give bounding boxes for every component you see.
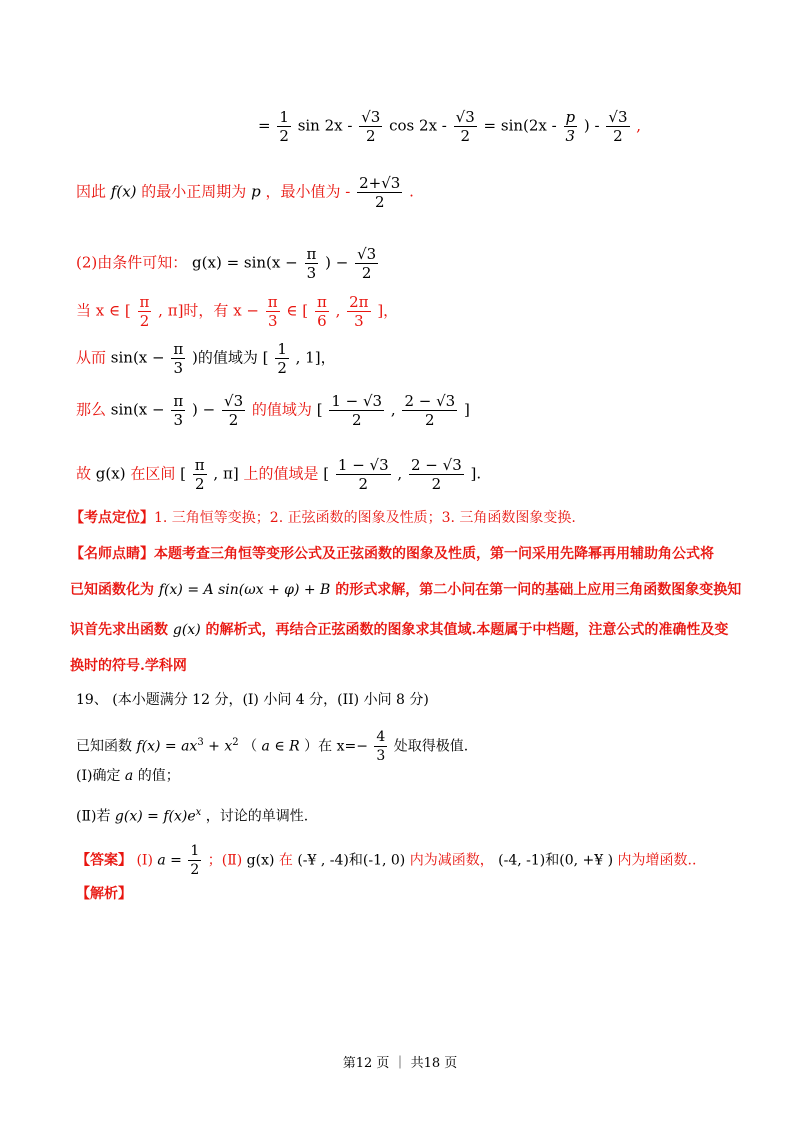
math: [	[180, 464, 186, 483]
fraction: $\frac{2 - √3}{2}$	[410, 456, 462, 493]
mingshi-line1	[70, 544, 714, 564]
fraction: $\frac{4}{3}$	[376, 729, 386, 764]
part2-line2	[76, 293, 398, 330]
eq-part: cos 2x -	[389, 116, 447, 135]
text: 内为增函数..	[617, 852, 697, 869]
q19-header	[76, 690, 429, 710]
math: ,	[397, 464, 403, 483]
mingshi-line2	[70, 580, 741, 600]
math: (-¥ , -4)和(-1, 0)	[297, 852, 406, 869]
text: 故	[76, 464, 92, 483]
math-p: p	[251, 182, 261, 201]
fraction: $\frac{\pi}{2}$	[194, 456, 205, 493]
q19-jiexi	[76, 884, 132, 904]
kaodian-line	[70, 508, 576, 528]
conclusion-line	[76, 174, 414, 211]
mingshi-line4	[70, 656, 187, 676]
mingshi-tag: 【名师点睛】	[70, 546, 154, 562]
eq-part: ) -	[583, 116, 600, 135]
fraction: $\frac{\pi}{2}$	[139, 293, 150, 330]
math: [	[323, 464, 330, 483]
math: ,	[335, 301, 341, 320]
text: 19、 (本小题满分 12 分，(I) 小问 4 分，(II) 小问 8 分)	[76, 692, 429, 708]
part2-line4	[76, 392, 470, 429]
math: g(x)	[172, 622, 201, 638]
exponent: x	[195, 807, 202, 818]
text: )的值域为	[192, 348, 258, 367]
part2-line5	[76, 456, 481, 493]
q19-answer	[76, 842, 696, 879]
q19-part2	[76, 803, 308, 827]
fraction: $\frac{√3}{2}$	[357, 245, 377, 282]
fraction: $\frac{\pi}{3}$	[173, 340, 184, 377]
q19-statement	[76, 728, 468, 765]
fraction: $\frac{2 - √3}{2}$	[404, 392, 456, 429]
fraction: $\frac{\pi}{6}$	[316, 293, 327, 330]
text: ]，	[377, 301, 399, 320]
text: 换时的符号.学科网	[70, 658, 187, 674]
text: 的解析式，再结合正弦函数的图象求其值域.本题属于中档题，注意公式的准确性及变	[205, 622, 729, 638]
math: sin(x −	[110, 400, 165, 419]
text: ，讨论的单调性.	[205, 808, 309, 825]
mingshi-text: 本题考查三角恒等变形公式及正弦函数的图象及性质，第一问采用先降幂再用辅助角公式将	[154, 546, 714, 562]
fraction: $\frac{√3}{2}$	[224, 392, 244, 429]
text: 的形式求解，第二小问在第一问的基础上应用三角函数图象变换知	[335, 582, 742, 598]
math: sin(x −	[110, 348, 165, 367]
math: ) −	[192, 400, 216, 419]
math: g(x) = sin(x −	[192, 253, 298, 272]
math: a ∈ R	[261, 738, 300, 755]
text: 在区间	[130, 464, 176, 483]
fraction-root3-over-2: $\frac{√3}{2}$	[455, 108, 475, 145]
text: 内为减函数，	[409, 852, 494, 869]
text: .	[409, 182, 414, 201]
text: 的值；	[137, 768, 180, 784]
math: g(x) = f(x)e	[114, 808, 196, 825]
text: 当	[76, 301, 92, 320]
math: [	[262, 348, 269, 367]
fraction-p-over-3: $\frac{p}{3}$	[565, 108, 576, 145]
fraction: $\frac{\pi}{3}$	[306, 245, 317, 282]
math: ,	[390, 400, 396, 419]
math: ) −	[325, 253, 349, 272]
text: (2)由条件可知：	[76, 253, 188, 272]
eq-part: sin 2x -	[297, 116, 353, 135]
page-footer: 第12 页 ｜ 共18 页	[342, 1056, 458, 1071]
text: (Ⅱ)若	[76, 808, 111, 825]
kaodian-text: 1. 三角恒等变换；2. 正弦函数的图象及性质；3. 三角函数图象变换.	[154, 510, 576, 526]
math: g(x)	[246, 852, 275, 869]
fraction-min: $\frac{2+√3}{2}$	[359, 174, 401, 211]
math: , π]	[213, 464, 239, 483]
fraction: $\frac{1 - √3}{2}$	[337, 456, 389, 493]
fraction: $\frac{1}{2}$	[277, 340, 287, 377]
kaodian-tag: 【考点定位】	[70, 510, 154, 526]
eq-part: = sin(2x -	[483, 116, 557, 135]
math: x ∈ [	[95, 301, 131, 320]
math-fx: f(x)	[110, 182, 137, 201]
math: g(x)	[95, 464, 126, 483]
text: 识首先求出函数	[70, 622, 168, 638]
fraction-root3-over-2: $\frac{√3}{2}$	[608, 108, 628, 145]
text: ）在 x=−	[304, 738, 368, 755]
fraction: $\frac{2\pi}{3}$	[349, 293, 369, 330]
text: ，最小值为 -	[265, 182, 351, 201]
exponent: 2	[232, 736, 239, 748]
eq-comma: ,	[636, 116, 642, 135]
q19-part1	[76, 766, 180, 786]
math: [	[316, 400, 323, 419]
text: 上的值域是	[243, 464, 319, 483]
text: 因此	[76, 182, 107, 201]
text: ；(Ⅱ)	[207, 852, 243, 869]
fraction: $\frac{\pi}{3}$	[267, 293, 278, 330]
math: , 1]，	[295, 348, 336, 367]
math: ].	[470, 464, 482, 483]
part2-line3	[76, 340, 336, 377]
math: + x	[208, 738, 233, 755]
math: f(x) = A sin(ωx + φ) + B	[158, 582, 331, 598]
text: （	[243, 738, 258, 755]
math: x −	[233, 301, 259, 320]
fraction: $\frac{\pi}{3}$	[173, 392, 184, 429]
text: 处取得极值.	[393, 738, 469, 755]
math: ∈ [	[286, 301, 309, 320]
eq-part: =	[258, 116, 271, 135]
fraction-root3-over-2: $\frac{√3}{2}$	[361, 108, 381, 145]
equation-line	[258, 108, 641, 145]
text: (Ⅰ)确定	[76, 768, 121, 784]
text: 已知函数	[76, 738, 132, 755]
math: ]	[463, 400, 470, 419]
jiexi-tag: 【解析】	[76, 886, 132, 902]
exponent: 3	[197, 736, 204, 748]
part2-line1	[76, 245, 380, 282]
text: (Ⅰ)	[136, 852, 153, 869]
fraction: $\frac{1 - √3}{2}$	[331, 392, 383, 429]
text: 的最小正周期为	[141, 182, 247, 201]
math: a	[124, 768, 134, 784]
text: 的值域为	[251, 400, 312, 419]
fraction: $\frac{1}{2}$	[190, 843, 200, 878]
text: 从而	[76, 348, 107, 367]
text: 已知函数化为	[70, 582, 154, 598]
mingshi-line3	[70, 620, 728, 640]
fraction-half: $\frac{1}{2}$	[279, 108, 289, 145]
math: f(x) = ax	[136, 738, 198, 755]
text: , π]时，有	[158, 301, 229, 320]
math: a =	[157, 852, 182, 869]
answer-tag: 【答案】	[76, 852, 132, 869]
text: 那么	[76, 400, 107, 419]
text: 在	[278, 852, 293, 869]
math: (-4, -1)和(0, +¥ )	[498, 852, 614, 869]
